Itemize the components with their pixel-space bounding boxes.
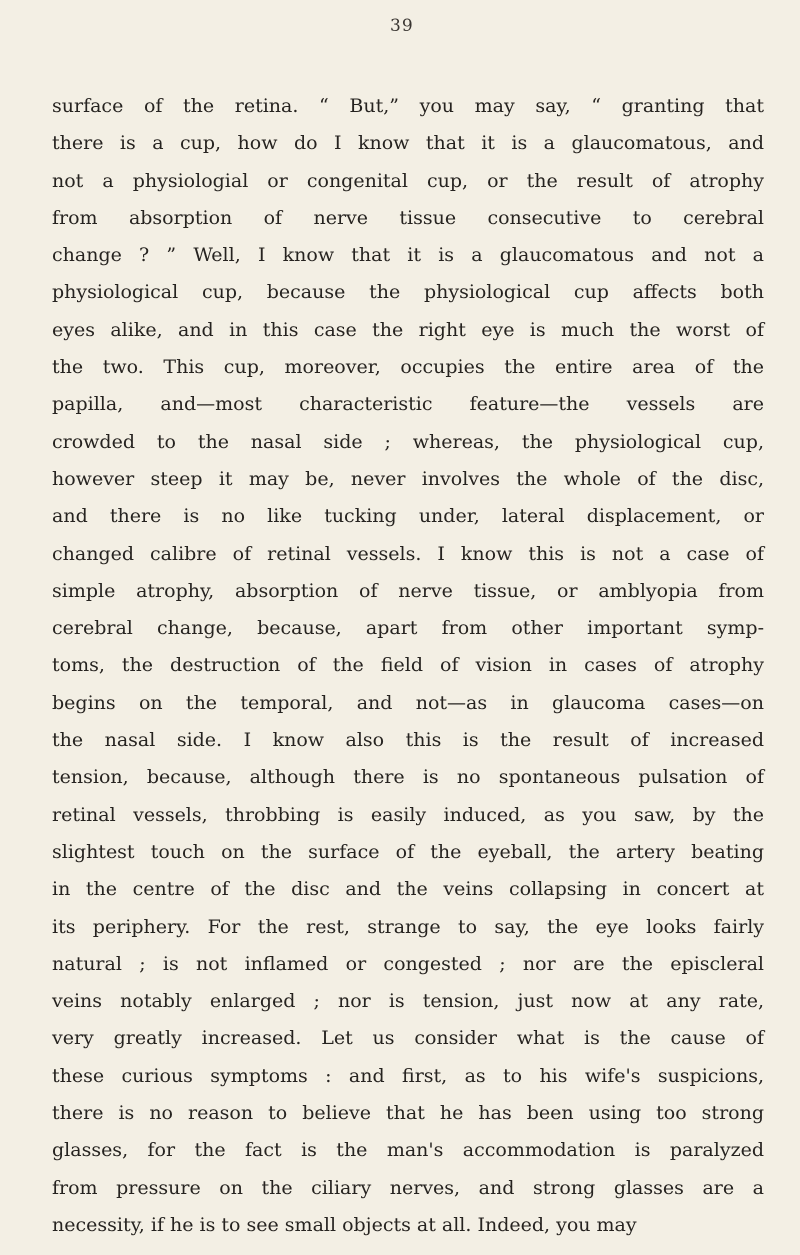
text-line-18: the nasal side. I know also this is the result of increased (52, 729, 764, 752)
text-line-22: in the centre of the disc and the veins collapsing in concert at (52, 878, 764, 901)
text-line-4: from absorption of nerve tissue consecutive to cerebral (52, 206, 764, 229)
body-text (52, 88, 764, 1244)
text-line-28: there is no reason to believe that he has been using too strong (52, 1102, 764, 1125)
text-line-27: these curious symptoms : and first, as to his wife's suspicions, (52, 1064, 764, 1087)
text-line-8: the two. This cup, moreover, occupies the entire area of the (52, 356, 764, 379)
page-number: 39 (390, 16, 414, 36)
text-line-2: there is a cup, how do I know that it is a glaucomatous, and (52, 132, 764, 155)
text-line-31: necessity, if he is to see small objects at all. Indeed, you may (52, 1213, 637, 1236)
text-line-21: slightest touch on the surface of the eyeball, the artery beating (52, 840, 764, 863)
text-line-16: toms, the destruction of the field of vision in cases of atrophy (52, 654, 764, 677)
text-line-13: changed calibre of retinal vessels. I know this is not a case of (52, 542, 764, 565)
text-line-11: however steep it may be, never involves the whole of the disc, (52, 467, 764, 490)
text-line-3: not a physiologial or congenital cup, or the result of atrophy (52, 169, 764, 192)
text-line-12: and there is no like tucking under, lateral displacement, or (52, 505, 764, 528)
text-line-26: very greatly increased. Let us consider what is the cause of (52, 1027, 764, 1050)
text-line-23: its periphery. For the rest, strange to say, the eye looks fairly (52, 915, 764, 938)
text-line-6: physiological cup, because the physiological cup affects both (52, 281, 764, 304)
text-line-17: begins on the temporal, and not—as in glaucoma cases—on (52, 691, 764, 714)
text-line-20: retinal vessels, throbbing is easily induced, as you saw, by the (52, 803, 764, 826)
text-line-24: natural ; is not inflamed or congested ; nor are the episcleral (52, 952, 764, 975)
text-line-5: change ? ” Well, I know that it is a glaucomatous and not a (52, 244, 764, 267)
text-line-10: crowded to the nasal side ; whereas, the physiological cup, (52, 430, 764, 453)
text-line-19: tension, because, although there is no spontaneous pulsation of (52, 766, 764, 789)
text-line-25: veins notably enlarged ; nor is tension, just now at any rate, (52, 990, 764, 1013)
text-line-9: papilla, and—most characteristic feature—the vessels are (52, 393, 764, 416)
text-line-1: surface of the retina. “ But,” you may say, “ granting that (52, 95, 764, 117)
text-line-7: eyes alike, and in this case the right eye is much the worst of (52, 318, 764, 341)
text-line-15: cerebral change, because, apart from other important symp- (52, 617, 764, 640)
text-line-14: simple atrophy, absorption of nerve tissue, or amblyopia from (52, 579, 764, 602)
text-line-29: glasses, for the fact is the man's accommodation is paralyzed (52, 1139, 764, 1162)
text-line-30: from pressure on the ciliary nerves, and strong glasses are a (52, 1176, 764, 1199)
